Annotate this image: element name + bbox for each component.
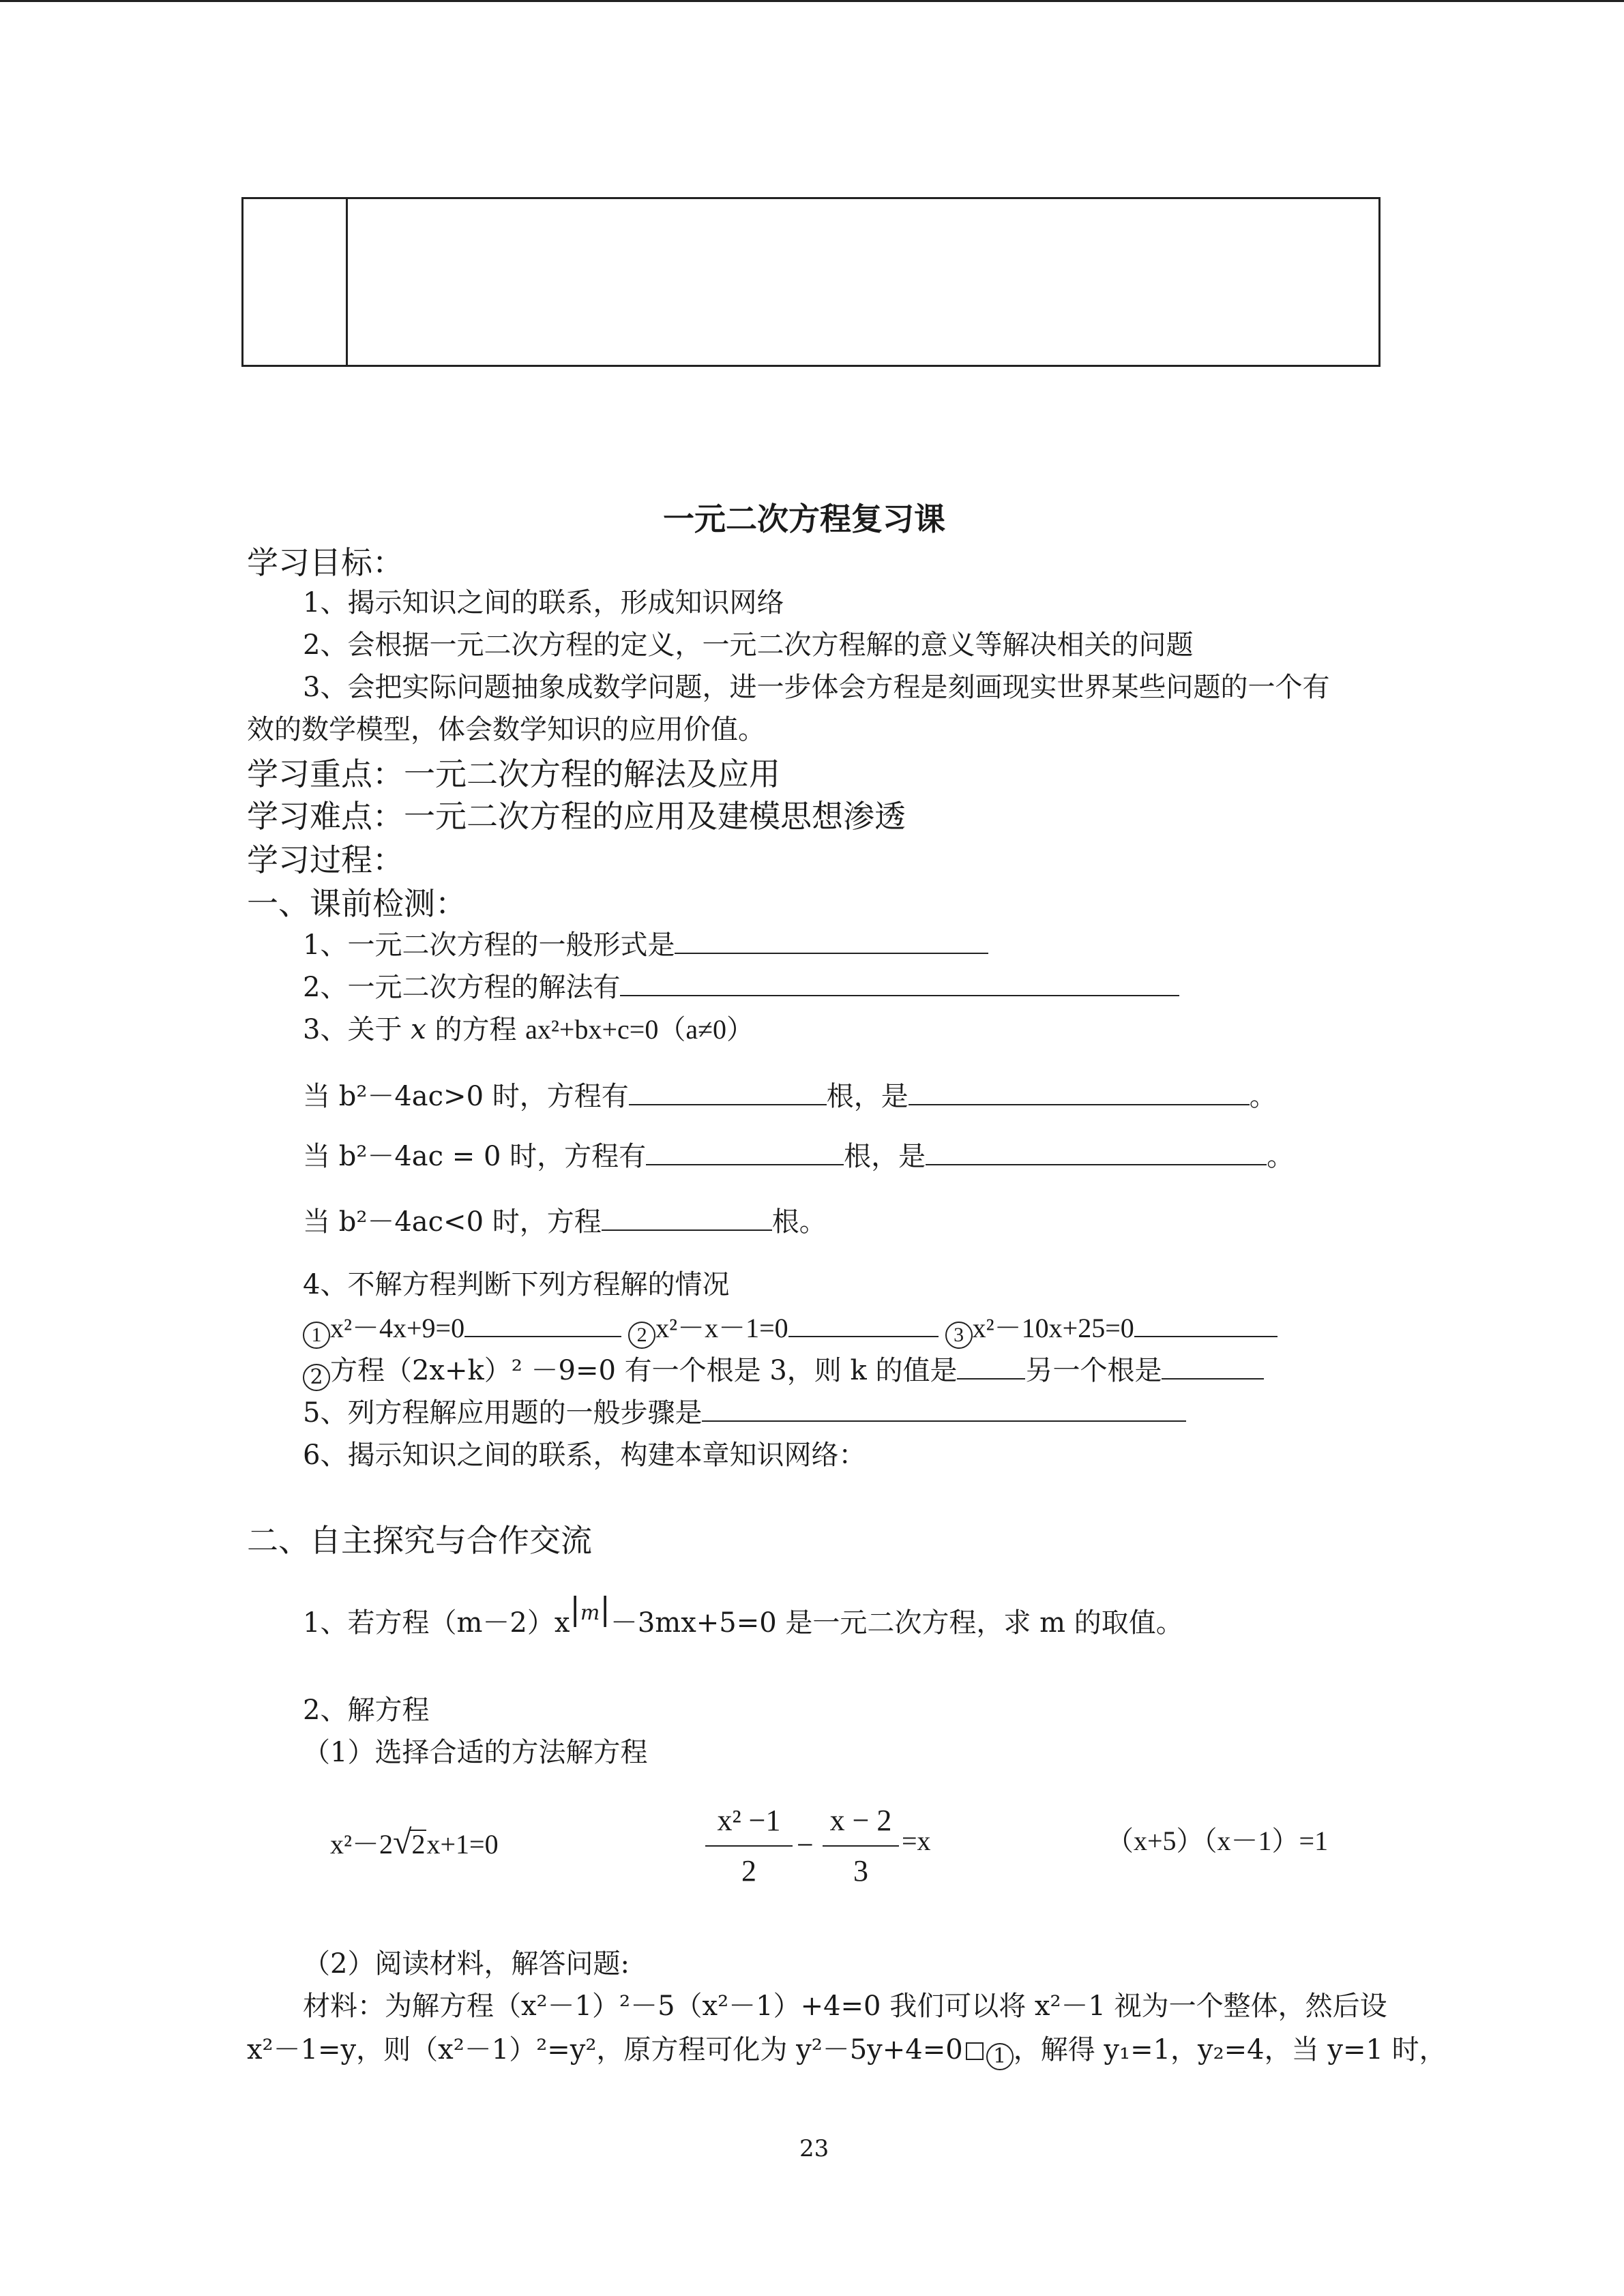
exercise-2-sub2: （2）阅读材料，解答问题: bbox=[303, 1948, 630, 1980]
equation-a-left: x²－2 bbox=[330, 1829, 393, 1860]
q4-equation-3: x²－10x+25=0 bbox=[972, 1313, 1134, 1343]
disc-zero-root-label: 根，是 bbox=[844, 1141, 926, 1172]
disc-zero-text: 当 b²－4ac = 0 时，方程有 bbox=[303, 1141, 647, 1172]
disc-positive-period: 。 bbox=[1249, 1081, 1277, 1112]
goal-1: 1、揭示知识之间的联系，形成知识网络 bbox=[303, 587, 784, 618]
q4-equations-line bbox=[303, 1315, 1278, 1349]
q3-mid: 的方程 bbox=[434, 1014, 517, 1045]
fraction-1-bar bbox=[705, 1845, 793, 1847]
fraction-2-numerator: x − 2 bbox=[829, 1804, 892, 1837]
q4-label: 4、不解方程判断下列方程解的情况 bbox=[303, 1269, 730, 1300]
material-line-2b: ，解得 y₁=1，y₂=4，当 y=1 时， bbox=[1013, 2034, 1447, 2066]
fraction-2-denominator: 3 bbox=[853, 1854, 868, 1888]
disc-positive-root-label: 根，是 bbox=[826, 1081, 909, 1112]
disc-zero-root-blank[interactable] bbox=[926, 1144, 1267, 1165]
key-point: 学习重点：一元二次方程的解法及应用 bbox=[247, 756, 780, 792]
q1-line bbox=[303, 931, 988, 959]
q4-blank-1[interactable] bbox=[464, 1315, 621, 1337]
q5-line bbox=[303, 1399, 1186, 1427]
disc-negative-suffix: 根。 bbox=[771, 1206, 827, 1238]
equation-a-right: x+1=0 bbox=[426, 1829, 499, 1860]
q4-blank-3[interactable] bbox=[1134, 1315, 1278, 1337]
equation-a bbox=[330, 1825, 499, 1859]
fraction-1 bbox=[705, 1803, 793, 1889]
disc-positive-text: 当 b²－4ac>0 时，方程有 bbox=[303, 1081, 629, 1112]
fraction-rhs: =x bbox=[902, 1825, 931, 1856]
q4-equation-1: x²－4x+9=0 bbox=[330, 1313, 465, 1343]
top-border-line bbox=[0, 0, 1624, 2]
q4-equation-2: x²－x－1=0 bbox=[655, 1313, 788, 1343]
q1-blank[interactable] bbox=[675, 932, 988, 954]
goal-2: 2、会根据一元二次方程的定义，一元二次方程解的意义等解决相关的问题 bbox=[303, 629, 1194, 661]
circled-number-2: 2 bbox=[628, 1322, 655, 1349]
q2-line bbox=[303, 974, 1179, 1001]
q4b-other-blank[interactable] bbox=[1162, 1358, 1264, 1380]
q4b-other-label: 另一个根是 bbox=[1025, 1355, 1162, 1386]
disc-positive-root-blank[interactable] bbox=[909, 1084, 1250, 1105]
q5-text: 5、列方程解应用题的一般步骤是 bbox=[303, 1397, 703, 1429]
section2-heading: 二、自主探究与合作交流 bbox=[247, 1522, 592, 1559]
placeholder-square bbox=[966, 2042, 984, 2060]
q3-var: x bbox=[411, 1014, 426, 1045]
disc-negative-text: 当 b²－4ac<0 时，方程 bbox=[303, 1206, 602, 1238]
q4b-k-blank[interactable] bbox=[957, 1358, 1025, 1380]
goals-heading: 学习目标： bbox=[247, 544, 404, 581]
process-heading: 学习过程： bbox=[247, 841, 404, 878]
q4b-line bbox=[303, 1357, 1264, 1391]
table-divider bbox=[346, 199, 348, 365]
q3-equation: ax²+bx+c=0（a≠0） bbox=[525, 1014, 754, 1045]
section1-heading: 一、课前检测： bbox=[247, 885, 467, 922]
q3-line bbox=[303, 1016, 754, 1043]
disc-positive-line bbox=[303, 1083, 1277, 1110]
fraction-2-bar bbox=[823, 1845, 899, 1847]
ex1-abs-exponent: |m| bbox=[570, 1590, 610, 1627]
disc-zero-period: 。 bbox=[1267, 1141, 1295, 1172]
q6-line: 6、揭示知识之间的联系，构建本章知识网络： bbox=[303, 1440, 866, 1471]
circled-number-1: 1 bbox=[303, 1322, 330, 1349]
exercise-2-label: 2、解方程 bbox=[303, 1695, 430, 1726]
ex1-exponent: m bbox=[580, 1601, 600, 1625]
material-line-2 bbox=[247, 2036, 1447, 2070]
circled-number-2: 2 bbox=[303, 1364, 330, 1391]
exercise-2-sub1: （1）选择合适的方法解方程 bbox=[303, 1737, 648, 1768]
q5-blank[interactable] bbox=[702, 1400, 1186, 1422]
q4-blank-2[interactable] bbox=[788, 1315, 939, 1337]
header-table bbox=[241, 197, 1381, 367]
disc-negative-line bbox=[303, 1208, 827, 1236]
q1-text: 1、一元二次方程的一般形式是 bbox=[303, 929, 675, 961]
disc-positive-count-blank[interactable] bbox=[629, 1084, 827, 1105]
difficulty: 学习难点：一元二次方程的应用及建模思想渗透 bbox=[247, 798, 906, 835]
q3-prefix: 3、关于 bbox=[303, 1014, 402, 1045]
fraction-1-denominator: 2 bbox=[741, 1854, 756, 1888]
equation-c: （x+5）（x－1）=1 bbox=[1106, 1825, 1329, 1856]
goal-3-cont: 效的数学模型，体会数学知识的应用价值。 bbox=[247, 714, 765, 745]
ex1-text-a: 1、若方程（m－2）x bbox=[303, 1607, 570, 1639]
fraction-1-numerator: x² −1 bbox=[717, 1804, 781, 1837]
circled-number-1: 1 bbox=[986, 2043, 1014, 2070]
material-line-1: 材料：为解方程（x²－1）²－5（x²－1）+4=0 我们可以将 x²－1 视为一个整体，然后设 bbox=[303, 1991, 1387, 2022]
q2-blank[interactable] bbox=[620, 974, 1179, 996]
disc-zero-line bbox=[303, 1143, 1294, 1170]
ex1-text-b: －3mx+5=0 是一元二次方程，求 m 的取值。 bbox=[610, 1607, 1183, 1639]
fraction-2 bbox=[823, 1803, 899, 1889]
equation-a-radicand: 2 bbox=[411, 1829, 426, 1860]
circled-number-3: 3 bbox=[945, 1322, 973, 1349]
page-title: 一元二次方程复习课 bbox=[663, 501, 945, 537]
disc-zero-count-blank[interactable] bbox=[646, 1144, 844, 1165]
page-number: 23 bbox=[799, 2135, 829, 2162]
sqrt-sign: √ bbox=[393, 1823, 412, 1861]
fraction-minus: − bbox=[797, 1828, 814, 1862]
disc-negative-blank[interactable] bbox=[602, 1209, 772, 1231]
q2-text: 2、一元二次方程的解法有 bbox=[303, 972, 621, 1003]
material-line-2a: x²－1=y，则（x²－1）²=y²，原方程可化为 y²－5y+4=0 bbox=[247, 2034, 963, 2066]
exercise-1-line bbox=[303, 1590, 1183, 1639]
q4b-text: 方程（2x+k）² －9=0 有一个根是 3，则 k 的值是 bbox=[330, 1355, 958, 1386]
goal-3: 3、会把实际问题抽象成数学问题，进一步体会方程是刻画现实世界某些问题的一个有 bbox=[303, 672, 1330, 703]
